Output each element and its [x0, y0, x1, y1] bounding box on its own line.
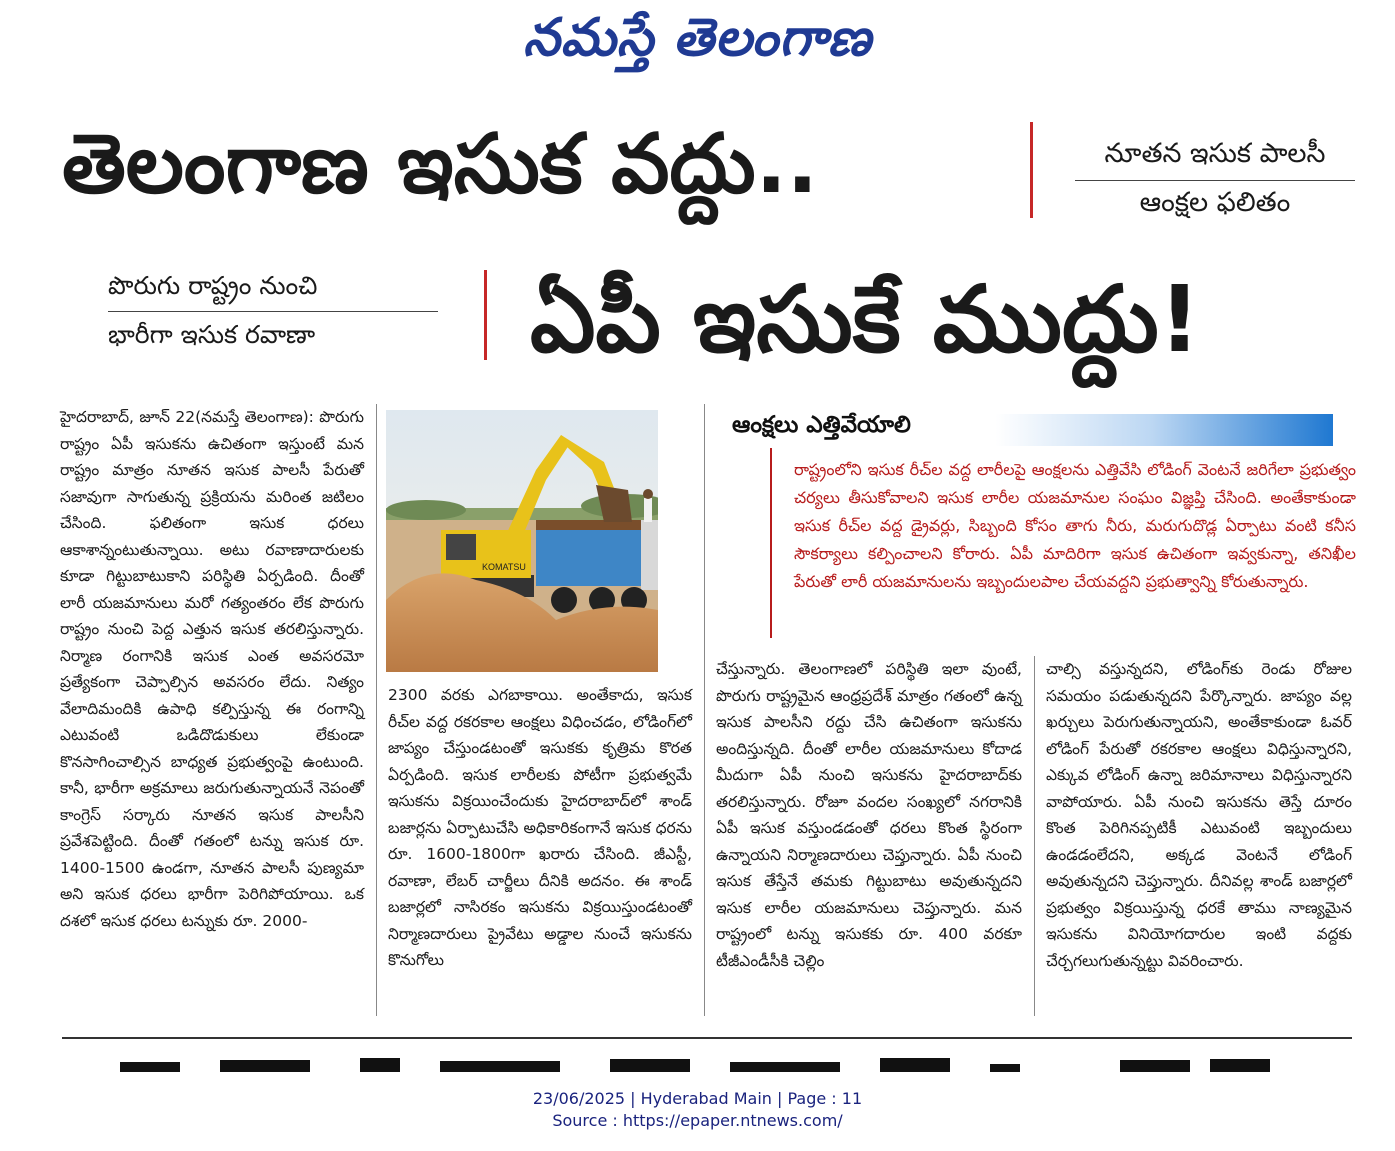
side-deck-line2: ఆంక్షల ఫలితం [1139, 187, 1291, 218]
kicker [108, 263, 438, 358]
side-deck [1075, 132, 1355, 225]
masthead-logo: నమస్తే తెలంగాణ [523, 8, 872, 68]
news-photo [386, 410, 658, 672]
info-box-text: రాష్ట్రంలోని ఇసుక రీచ్‌ల వద్ద లారీలపై ఆంక్షలను ఎత్తివేసి లోడింగ్ వెంటనే జరిగేలా ప్రభుత్వం చర్యలు తీసుకోవాలని ఇసుక లారీల యజమానుల సంఘం విజ్ఞప్తి చేసింది. అంతేకాకుండా ఇసుక రీచ్‌ల వద్ద డ్రైవర్లు, సిబ్బంది కోసం తాగు నీరు, మరుగుదొడ్ల ఏర్పాటు వంటి కనీస సౌకర్యాలు కల్పించాలని కోరారు. ఏపీ మాదిరిగా ఇసుక ఉచితంగా ఇవ్వకున్నా, తనిఖీల పేరుతో లారీ యజమానులను ఇబ్బందులపాల చేయవద్దని ప్రభుత్వాన్ని కోరుతున్నారు. [794, 460, 1356, 591]
kicker-line1: పొరుగు రాష్ట్రం నుంచి [108, 263, 438, 312]
headline-divider [1030, 122, 1033, 218]
footer-source-link[interactable]: Source : https://epaper.ntnews.com/ [552, 1111, 843, 1130]
article-column-1: హైదరాబాద్, జూన్ 22(నమస్తే తెలంగాణ): పొరుగు రాష్ట్రం ఏపీ ఇసుకను ఉచితంగా ఇస్తుంటే మన రాష్ట్రం మాత్రం నూతన ఇసుక పాలసీ పేరుతో సజావుగా సాగుతున్న ప్రక్రియను మరింత జటిలం చేసింది. ఫలితంగా ఇసుక ధరలు ఆకాశాన్నంటుతున్నాయి. అటు రవాణాదారులకు కూడా గిట్టుబాటుకాని పరిస్థితి ఏర్పడింది. దీంతో లారీ యజమానులు మరో గత్యంతరం లేక పొరుగు రాష్ట్రం నుంచి పెద్ద ఎత్తున ఇసుక తరలిస్తున్నారు. నిర్మాణ రంగానికి ఇసుక ఎంత అవసరమో ప్రత్యేకంగా చెప్పాల్సిన అవసరం లేదు. నిత్యం వేలాదిమందికి ఉపాధి కల్పిస్తున్న ఈ రంగాన్ని ఎటువంటి ఒడిదొడుకులు లేకుండా కొనసాగించాల్సిన బాధ్యత ప్రభుత్వంపై ఉంటుంది. కానీ, భారీగా అక్రమాలు జరుగుతున్నాయనే నెపంతో కాంగ్రెస్ సర్కారు నూతన ఇసుక పాలసీని ప్రవేశపెట్టింది. దీంతో గతంలో టన్ను ఇసుక రూ. 1400-1500 ఉండగా, నూతన పాలసీ పుణ్యమా అని ఇసుక ధరలు భారీగా పెరిగిపోయాయి. ఒక దశలో ఇసుక ధరలు టన్నుకు రూ. 2000- [60, 408, 364, 930]
main-headline: తెలంగాణ ఇసుక వద్దు.. [62, 117, 818, 212]
info-box [770, 448, 1362, 638]
box-title: ఆంక్షలు ఎత్తివేయాలి [732, 412, 911, 438]
kicker-line2: భారీగా ఇసుక రవాణా [108, 320, 316, 349]
photo-machine-label: KOMATSU [482, 562, 526, 572]
column-rule-3 [1034, 656, 1035, 1016]
article-column-4: చాల్సి వస్తున్నదని, లోడింగ్‌కు రెండు రోజుల సమయం పడుతున్నదని పేర్కొన్నారు. జాప్యం వల్ల ఖర్చులు పెరుగుతున్నాయని, అంతేకాకుండా ఓవర్ లోడింగ్ పేరుతో రకరకాల ఆంక్షలు విధిస్తున్నారని, ఎక్కువ లోడింగ్ ఉన్నా జరిమానాలు విధిస్తున్నారని వాపోయారు. ఏపీ నుంచి ఇసుకను తెస్తే దూరం కొంత పెరిగినప్పటికీ ఎటువంటి ఇబ్బందులు ఉండడంలేదని, అక్కడ వెంటనే లోడింగ్ అవుతున్నదని చెప్తున్నారు. దీనివల్ల శాండ్ బజార్లలో ప్రభుత్వం విక్రయిస్తున్న ధరకే తాము నాణ్యమైన ఇసుకను వినియోగదారుల ఇంటి వద్దకు చేర్చగలుగుతున్నట్టు వివరించారు. [1046, 660, 1352, 970]
column-rule-2 [704, 404, 705, 1016]
article-column-2: 2300 వరకు ఎగబాకాయి. అంతేకాదు, ఇసుక రీచ్‌ల వద్ద రకరకాల ఆంక్షలు విధించడం, లోడింగ్‌లో జాప్యం చేస్తుండటంతో ఇసుకకు కృత్రిమ కొరత ఏర్పడింది. ఇసుక లారీలకు పోటీగా ప్రభుత్వమే ఇసుకను విక్రయించేందుకు హైదరాబాద్‌లో శాండ్ బజార్లను ఏర్పాటుచేసి అధికారికంగానే ఇసుక ధరను రూ. 1600-1800గా ఖరారు చేసింది. జీఎస్టీ, రవాణా, లేబర్ చార్జీలు దీనికి అదనం. ఈ శాండ్ బజార్లలో నాసిరకం ఇసుకను విక్రయిస్తుండటంతో నిర్మాణదారులు ప్రైవేటు అడ్డాల నుంచే ఇసుకను కొనుగోలు [388, 686, 692, 969]
kicker-divider [484, 270, 487, 360]
cut-off-headline-shapes [110, 1056, 1280, 1072]
footer-edition-info: 23/06/2025 | Hyderabad Main | Page : 11 [532, 1089, 863, 1108]
second-headline: ఏపీ ఇసుకే ముద్దు! [530, 266, 1201, 373]
box-title-bar [730, 414, 1333, 446]
cut-off-next-headline [110, 1056, 1280, 1072]
article-column-3: చేస్తున్నారు. తెలంగాణలో పరిస్థితి ఇలా వుంటే, పొరుగు రాష్ట్రమైన ఆంధ్రప్రదేశ్ మాత్రం గతంలో ఉన్న ఇసుక పాలసీని రద్దు చేసి ఉచితంగా ఇసుకను అందిస్తున్నది. దీంతో లారీల యజమానులు కోదాడ మీదుగా ఏపీ నుంచి ఇసుకను హైదరాబాద్‌కు తరలిస్తున్నారు. రోజూ వందల సంఖ్యలో నగరానికి ఏపీ ఇసుక వస్తుండడంతో ధరలు కొంత స్థిరంగా ఉన్నాయని నిర్మాణదారులు చెప్తున్నారు. ఏపీ నుంచి ఇసుక తేస్తేనే తమకు గిట్టుబాటు అవుతున్నదని ఇసుక లారీల యజమానులు చెప్తున్నారు. మన రాష్ట్రంలో టన్ను ఇసుకకు రూ. 400 వరకూ టీజీఎండీసీకి చెల్లిం [716, 660, 1022, 970]
section-divider [62, 1037, 1352, 1039]
side-deck-line1: నూతన ఇసుక పాలసీ [1075, 132, 1355, 181]
column-rule-1 [376, 404, 377, 1016]
excavator-photo-illustration [386, 410, 658, 672]
